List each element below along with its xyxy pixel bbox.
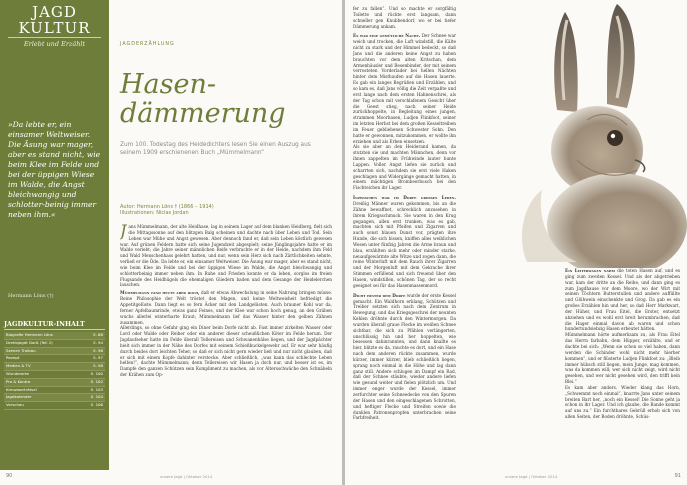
right-page	[345, 0, 687, 485]
toc-item: Biografie Hermann Löns S. 88	[4, 332, 105, 340]
sidebar	[0, 0, 109, 470]
brand-line-1: JAGD	[32, 3, 77, 21]
brand-line-2: KULTUR	[18, 19, 91, 37]
drop-cap: J	[120, 224, 127, 240]
paragraph-lead-in: Inzwischen war im Dorfe großes Leben.	[353, 195, 456, 201]
toc-item: Medien & TV S. 98	[4, 363, 105, 371]
toc-title: JAGDKULTUR-INHALT	[4, 320, 105, 330]
paragraph: wurde der erste Kessel gemacht. Ein Waldhorn erklang, Schützen und Treiber setzten sich nach dem Zentrum in Bewegung, und das Kriegsgeschrei der neunten Kehlen dröhnte durch den Wintermorgen. Da wurden überall graue Flecke im weißen Schnee sichtbar, die sich zu Pfählen verlängerten, unschlüssig hin und her hoppelten, wie besessen dahinrannten, und dann knallte es hier, blitzte es da, rauchte es dort, und ein Hase nach dem anderen rückte zusammen, wurde kürzer, immer kürzer, blieb schließlich liegen, sprang noch einmal in die Höhe und lag dann ganz still. Andere schlugen im Dampf ein Rad, daß der Schnee stäubte, wieder andere liefen wie gesund weiter und fielen plötzlich um. Und immer enger wurde der Kessel, immer zerfurchter seine Schneedecke von den Spuren der Hasen und den eingeschlagenen Schrotten, und heftiger Flecke und Streifen sowie die dunklen Patronenpropfen unterbrachen seine Farbfreiheit.	[353, 292, 456, 421]
page-number-left: 90	[6, 473, 13, 479]
toc-item: Vorschau S. 106	[4, 402, 105, 410]
body-column-right-1	[353, 6, 456, 472]
paragraph: die toten Hasen auf, und es ging zum zweiten Kessel. Und als der abgetrieben war, kam der dritte an die Reihe, und dann ging es zum Jagdhause vor dem Moore, wo der Wirt mit seinen Töchtern Butterstullen und andere auffüllte und Glühwein einschenkte und Grog. Da gab es ein großes Erzählen hin und her, so daß Herr Markwart, der Hüher, und Frau Eitel, die Erster, entsetzt abziehen und es wohl erst breit herumbrachen, daß die Hager einmal davon ab waren und schon hundertundsiebzig Hasen erbeutet hätten.	[565, 268, 680, 332]
toc-item: Drehbjagdt Darß (Teil 2) S. 94	[4, 340, 105, 348]
brand-logo	[0, 4, 109, 36]
left-page	[0, 0, 342, 485]
author-credit: Autor: Hermann Löns † (1866 – 1914)	[120, 204, 214, 210]
quote-author: Hermann Löns (†)	[8, 293, 54, 299]
paragraph: Allerdings, so ohne Gefahr ging ein Diner beim Dorfe nicht ab. Fast immer zirkelten Wasser oder Lord oder Walde oder Reiher oder ein anderer dieser scheußlichen Köter im Felde herum. Der Jagdaufseher hatte im Felde überall Tellereisen und Schwanenhälse liegen, und der Jagdpächter hielt sich immer in der Nähe des Dorfes mit seinem Schießbuckelgewehr auf. Er war sehr häufig durch beides dort leichten Teher, so daß er sich nicht gern wieder ließ und nur nicht glauben, daß er sich mit einem Kopfe dahinter verstecke. Aber schließlich, „was kann das schlechte Leben helfen!“, dachte Mümmelmann; denn Tellereisen wir Hasen ja doch nur, und besser ist es, im Dampfe den ganzen Schützen sein Kompliment zu machen, als vor Altersschwäche den Schnäbeln der Krähen zum Op-	[120, 325, 332, 378]
paragraph: fer zu fallen“. Und so machte er sorgfältig Toilette und rückte erst langsam, dann schneller gen Knubbendorf, wo er bei tiefer Dämmerung ankam.	[353, 6, 456, 29]
toc-list	[4, 332, 105, 410]
paragraph: ans Mümmelmann, der alte Heidhase, lag in seinem Lager auf dem blanken Heidberg, fielt sich die Mittagssonne auf den blitzgen Balg scheinen und dachte nach über Leben und Tod. Sein Leben war Mühe und Angst gewesen. Aber dennoch fand er, daß sein Leben köstlich gewesen war. Auf grünen Feldern hatte sich seine Jugendzeit abgespielt; seine Jünglingsjahre hatte er im Walde verlebt; die Jahre seiner männlichen Reife verbrachte er in der Heide, nachdem ihm Feld und Wald Menschenhass gelehrt hatten, und nur, wenn sein Herz sich nach Zärtlichkeiten sehnte, verließ er die Öde. Da lebte er, ein einsamer Weltweiser. Die Äsung war mager, aber es stand nicht, wie beim Klee im Felde und bei der üppigen Wiese im Walde, die Angst bleichwangig und schlotterbeinig immer neben ihm. In Ruhe und Frieden konnte er da leben, sorglos im freien Flugsande des Heidhügels die ehemaligen Gliedern baden und dem Gesange der Heidelerchen lauschen.	[120, 224, 332, 288]
paragraph-lead-in: Es war eine gemütliche Nacht.	[353, 33, 421, 39]
paragraph-lead-in: Mümmelmann fand heute aber doch,	[120, 290, 200, 296]
body-column-left	[120, 224, 332, 470]
page-number-right: 91	[674, 473, 681, 479]
title-line-1: Hasen-	[120, 69, 216, 100]
paragraph: Als sie aber an den Heiderand kamen, da stutzten sie und machten Männchen, denn vor ihnen zappelten im Frühwinde lauter bunte Lappen. Voller Angst liefen sie zurück und scharrten sich, nachdem sie erst viele Haken geschlagen und Widergänge gemacht hatten, in einem mächtigen Brombeerbusch bei den Fischteichen ihr Lager.	[353, 144, 456, 191]
toc-item: Kreuzworträtsel S. 103	[4, 387, 105, 395]
paragraph-lead-in: Dicht hinter dem Dorfe	[353, 292, 406, 298]
toc-item: Szenen Trolbau S. 96	[4, 348, 105, 356]
title-line-2: dämmerung	[120, 98, 286, 129]
body-column-right-2	[565, 268, 680, 472]
article-lead: Zum 100. Todestag des Heidedichters lesen Sie einen Auszug aus seinem 1909 erschienenen Buch „Mümmelmann“	[120, 142, 311, 156]
article-title	[120, 70, 330, 128]
paragraph: Mümmelmann hörte aufmerksam zu, als Frau Eitel das Herrn farbahn, dem Hüpper, erzählte, und er dachte bei sich: „Wenn sie schon so viel haben, dann werden die Schinder wohl nicht mehr hierher kommen“, und er flüsterte Ludjen Flinkfoot zu: „Bleib immer hübsch still liegen, mein Junge, mag kommen, was da kommen will; wer sich nicht zeigt, wird nicht gesehen, und wer nicht gesehen wird, den trifft kein Blei.“	[565, 332, 680, 385]
illustration-credit: Illustrationen: Niclas Jordan	[120, 210, 189, 217]
paragraph: Der Schnee war weich und trocken, die Luft windstill, die Kälte nicht zu stark und der Himmel bedeckt, so daß Jans und die anderen keine Angst zu haben brauchten vor dem alten Kritschan, dem Armenhäusler und Besenbinder, der mit seinem verrosteten Vorderlader bei hellen Nächten hinter dem Misthaufen auf die Hasen lauerte. Es gab ein langes Begrüßen und Erzählen, und so kam es, daß Jans völlig die Zeit verpaßte und erst lange nach dem ersten Hahnenschrei, als der Tag schon mit verschlafenem Gesicht über die Geest stieg, nach seiner Heide zurückhoppelte, in Begleitung eines jungen, strammen Moorhasen, Ludjen Flinkfoot, seiner im letzten Herbst bei dem großen Kesseltreiben im Feuer gebliebenen Schwester Sohn. Den hatte er gewonnen, mitzukommen, er wollte ihn erziehen und als Erben einsetzen.	[353, 33, 456, 144]
page-footer: unsere Jagd | Oktober 2014	[505, 474, 558, 479]
article-kicker: JAGDERZÄHLUNG	[120, 42, 175, 47]
toc-item: Rezept S. 97	[4, 355, 105, 363]
page-footer: unsere Jagd | Oktober 2014	[160, 474, 213, 479]
paragraph: Dreißig Männer waren gekommen, bis an die Zähne bewaffnet, schrecklich anzusehen in ihrem Kriegsschmuck. Sie waren in den Krug gegangen, allen erst trunken, was es gab, machten sich mit Pfeifen und Zigarren und auch sonst blauen Dunst vor, prägten ihre Hunde, die sich bissen, kniffen alles weiblichen Wesen unter fünfzig Jahren die Arme braun und blau, erzählten sich mehr oder minder starke, neuaufgewärmte alte Witze und zogen dann, die reine Winterluft mit dem Rauch ihrer Zigarren und der Morgenluft mit dem Gekrache ihrer Stimmen erfüllend und sich freuend über den Hasen, windstillen, schönen Tag, der so recht geeignet sei für das Hasenmassenmord.	[353, 201, 456, 288]
toc-item: Jagdkalender S. 104	[4, 394, 105, 402]
pull-quote: »Da lebte er, ein einsamer Weltweiser. Die Äsung war mager, aber es stand nicht, wie beim Klee im Felde und bei der üppigen Wiese im Walde, die Angst bleichwangig und schlotter-beinig immer neben ihm.«	[8, 120, 101, 219]
toc-item: Pro & Kontra S. 102	[4, 379, 105, 387]
article-credits	[120, 204, 214, 217]
hare-illustration	[467, 0, 687, 268]
brand-divider	[8, 37, 101, 38]
brand-subtitle: Erlebt und Erzählt	[23, 40, 86, 48]
paragraph-lead-in: Ein Leiterwagen nahm	[565, 268, 615, 273]
paragraph: daß er etwas Abwechslung in seine Nahrung bringen müsse. Reine Philosophie der Welt tröstet den Magen, und keine Weltweisheit befriedigt die Appetitgelüste. Dann liegt es so fern Äcker mit den Landgelüsten. Auch brauner Kohl war da, ferner Apfelbaumrinde, etwas ganz Feines, und der Klee war schon hoch genug, an den Gräben wuchs allerlei winterharte Kraut; Mümmelmann lief das Wasser hinter den gelben Zähnen zusammen.	[120, 290, 332, 325]
paragraph: Es kam aber anders. Wieder klang das Horn, „Schwemmt noch einmal“, knarrte Jans unter seinem breiten Bart her, „noch ein Kessel! Die Sonne geht ja schon in ihr Lager. Und ich glaube, die Bande kommt auf uns zu.“ Ein furchtbares Gebrüll erhob sich von allen Seiten, der Boden dröhnte, Schüs-	[565, 384, 680, 420]
toc-item: Wunderorte S. 100	[4, 371, 105, 379]
